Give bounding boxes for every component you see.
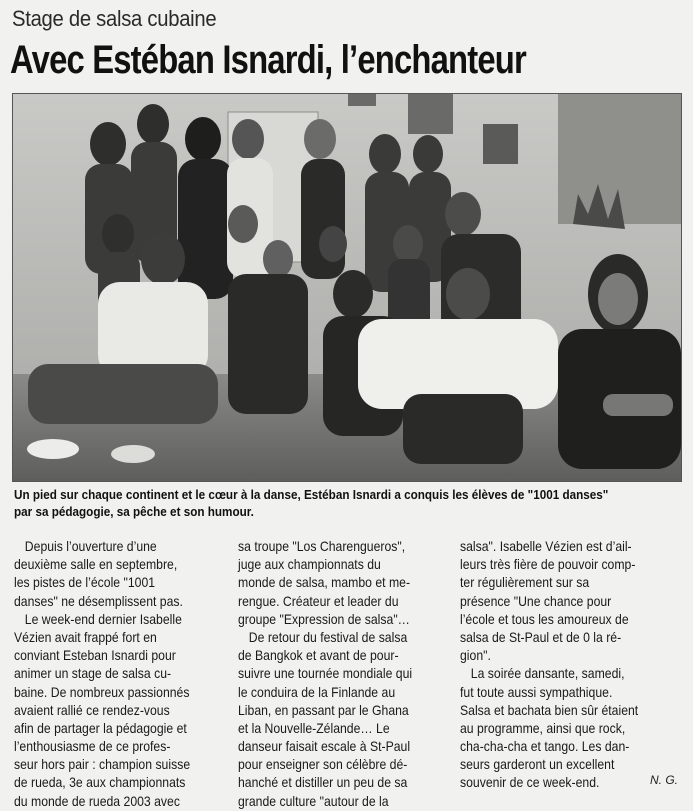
article-text-line: Salsa et bachata bien sûr étaient: [460, 702, 639, 718]
article-text-line: conviant Esteban Isnardi pour: [14, 648, 176, 664]
article-text-line: de Bangkok et avant de pour-: [238, 648, 399, 664]
article-text-line: Vézien avait frappé fort en: [14, 629, 157, 645]
article-text-line: salsa". Isabelle Vézien est d’ail-: [460, 539, 632, 554]
article-headline: Avec Estéban Isnardi, l’enchanteur: [10, 38, 526, 82]
article-text-line: présence "Une chance pour: [460, 593, 612, 609]
article-text-line: du monde de rueda 2003 avec: [14, 793, 180, 809]
article-text-line: danseur faisait escale à St-Paul: [238, 739, 411, 755]
article-column-3: [460, 538, 678, 793]
article-text-line: l’école et tous les amoureux de: [460, 611, 629, 627]
caption-line: par sa pédagogie, sa pêche et son humour.: [14, 504, 254, 519]
article-text-line: danses" ne désemplissent pas.: [14, 593, 183, 609]
article-text-line: fut toute aussi sympathique.: [460, 684, 613, 700]
article-photo: [12, 93, 682, 482]
photo-caption: [14, 486, 684, 520]
article-text-line: le conduira de la Finlande au: [238, 684, 396, 700]
article-text-line: souvenir de ce week-end.: [460, 775, 600, 791]
article-text-line: grande culture "autour de la: [238, 793, 389, 809]
article-text-line: les pistes de l’école "1001: [14, 575, 156, 591]
article-text-line: leurs très fière de pouvoir comp-: [460, 557, 636, 573]
article-text-line: animer un stage de salsa cu-: [14, 666, 172, 682]
article-text-line: de rueda, 3e aux championnats: [14, 775, 186, 791]
article-text-line: groupe "Expression de salsa"…: [238, 611, 410, 627]
group-photo-illustration: [13, 94, 681, 481]
article-text-line: cha-cha-cha et tango. Les dan-: [460, 739, 630, 755]
article-text-line: monde de salsa, mambo et me-: [238, 575, 411, 591]
article-kicker: Stage de salsa cubaine: [12, 6, 217, 31]
article-text-line: Liban, en passant par le Ghana: [238, 702, 409, 718]
article-text-line: suivre une tournée mondiale qui: [238, 666, 413, 682]
article-text-line: seurs garderont un excellent: [460, 757, 615, 773]
article-text-line: et la Nouvelle-Zélande… Le: [238, 720, 390, 736]
article-text-line: De retour du festival de salsa: [248, 629, 408, 645]
article-text-line: Depuis l’ouverture d’une: [24, 539, 157, 554]
article-text-line: gion".: [460, 648, 491, 664]
article-text-line: Le week-end dernier Isabelle: [24, 611, 182, 627]
caption-line: Un pied sur chaque continent et le cœur à la danse, Estéban Isnardi a conquis les élèves de "1001 danses": [14, 487, 609, 502]
article-text-line: juge aux championnats du: [238, 557, 381, 573]
article-text-line: salsa de St-Paul et de 0 la ré-: [460, 629, 622, 645]
article-text-line: rengue. Créateur et leader du: [238, 593, 399, 609]
author-signature: N. G.: [650, 773, 679, 787]
article-text-line: ter régulièrement sur sa: [460, 575, 590, 591]
article-text-line: sa troupe "Los Charengueros",: [238, 539, 406, 554]
article-text-line: l’enthousiasme de ce profes-: [14, 739, 171, 755]
article-text-line: hanché et distiller un peu de sa: [238, 775, 408, 791]
article-text-line: avaient rallié ce rendez-vous: [14, 702, 170, 718]
article-text-line: La soirée dansante, samedi,: [470, 666, 625, 682]
article-text-line: pour enseigner son célèbre dé-: [238, 757, 408, 773]
article-column-2: [238, 538, 456, 811]
article-text-line: afin de partager la pédagogie et: [14, 720, 187, 736]
article-text-line: au programme, ainsi que rock,: [460, 720, 626, 736]
article-text-line: deuxième salle en septembre,: [14, 557, 178, 573]
article-text-line: seur hors pair : champion suisse: [14, 757, 191, 773]
article-text-line: baine. De nombreux passionnés: [14, 684, 190, 700]
article-column-1: [14, 538, 232, 811]
